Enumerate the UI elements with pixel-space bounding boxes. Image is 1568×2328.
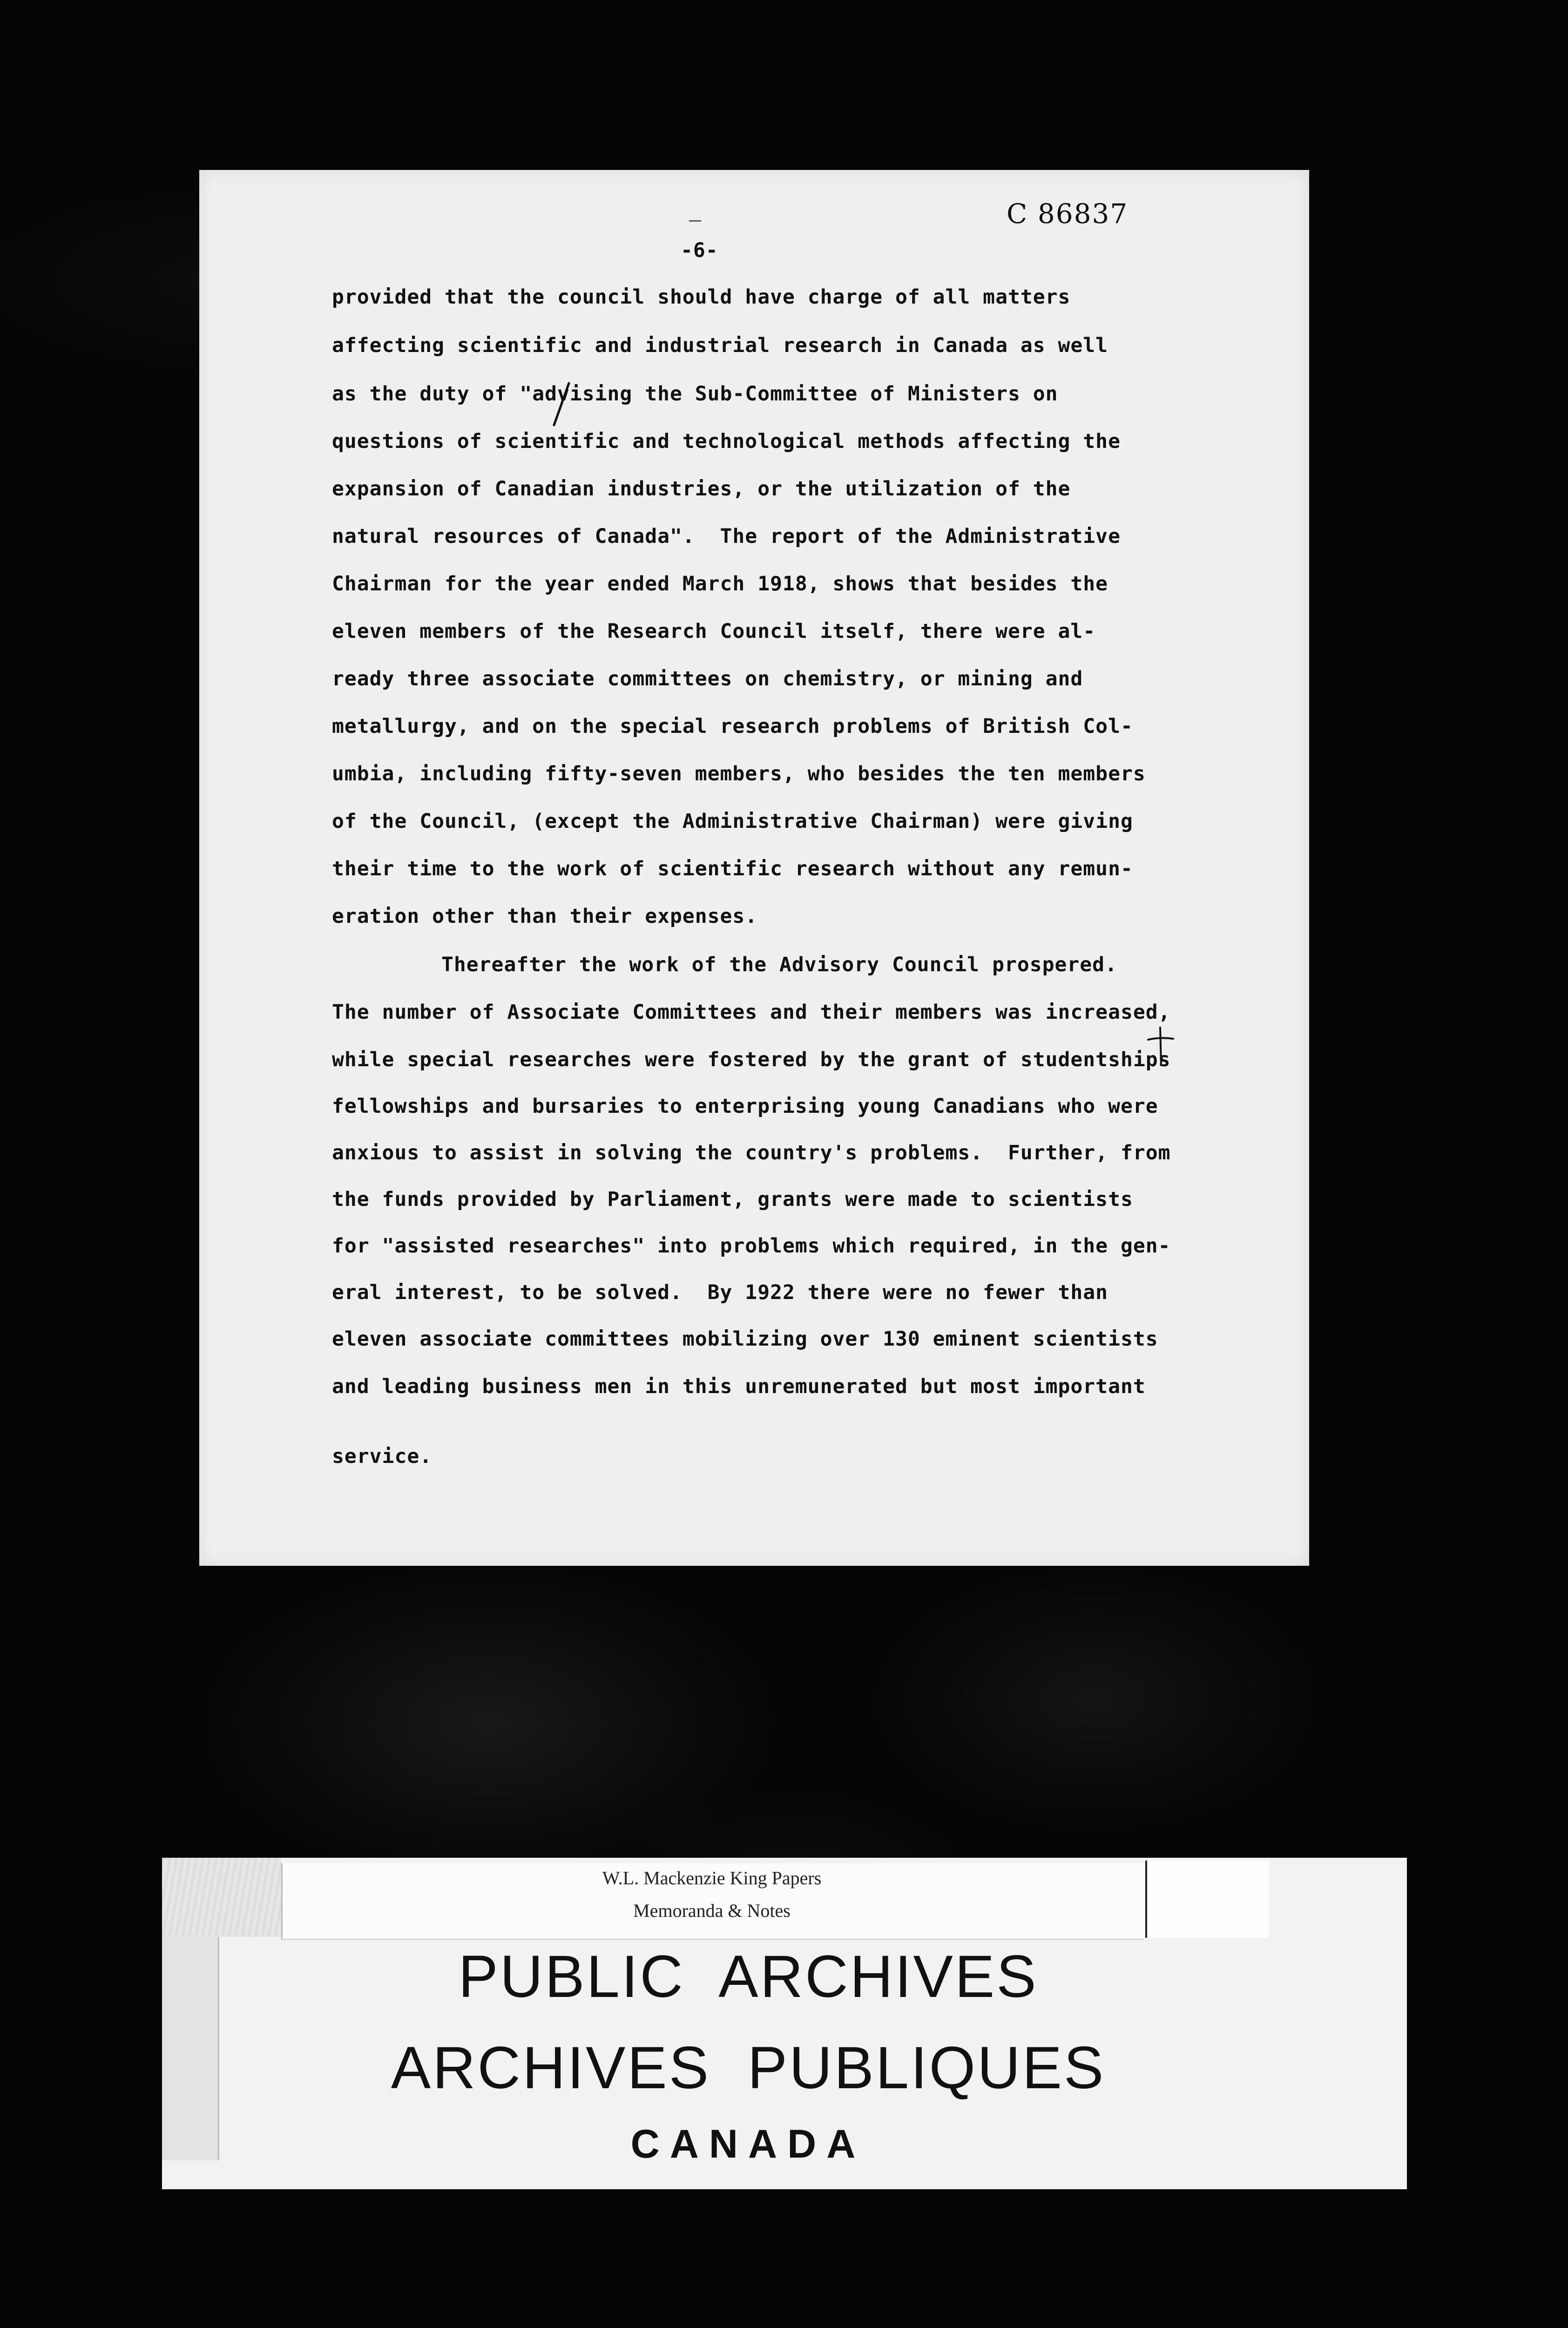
text-line: metallurgy, and on the special research problems of British Col- (332, 715, 1133, 738)
series-title: Memoranda & Notes (633, 1900, 791, 1921)
text-line: eleven members of the Research Council itself, there were al- (332, 620, 1096, 643)
archive-country: CANADA (630, 2122, 866, 2166)
text-line: eral interest, to be solved. By 1922 there were no fewer than (332, 1281, 1108, 1304)
paragraph-start-line: Thereafter the work of the Advisory Council prospered. (441, 953, 1117, 976)
text-line: affecting scientific and industrial research in Canada as well (332, 334, 1108, 357)
text-line: provided that the council should have charge of all matters (332, 285, 1071, 309)
text-line: fellowships and bursaries to enterprising young Canadians who were (332, 1095, 1158, 1118)
text-line: service. (332, 1445, 433, 1468)
text-line: and leading business men in this unremunerated but most important (332, 1375, 1146, 1398)
text-line: umbia, including fifty-seven members, who besides the ten members (332, 762, 1146, 785)
text-line: as the duty of "advising the Sub-Committee of Ministers on (332, 382, 1058, 406)
page-dash-mark (689, 220, 701, 222)
archive-name-french: ARCHIVES PUBLIQUES (391, 2035, 1106, 2101)
text-line: questions of scientific and technological methods affecting the (332, 430, 1121, 453)
archive-name-english: PUBLIC ARCHIVES (458, 1943, 1038, 2010)
text-line: natural resources of Canada". The report of the Administrative (332, 525, 1121, 548)
collection-title: W.L. Mackenzie King Papers (602, 1868, 822, 1888)
handwritten-slash-mark (547, 381, 575, 428)
text-line: expansion of Canadian industries, or the utilization of the (332, 477, 1071, 501)
typed-page (199, 170, 1309, 1566)
text-line: the funds provided by Parliament, grants were made to scientists (332, 1188, 1133, 1211)
handwritten-insert-mark (1144, 1026, 1177, 1068)
text-line: anxious to assist in solving the country's problems. Further, from (332, 1141, 1171, 1164)
page-number: -6- (681, 239, 718, 262)
label-tab-edge (1145, 1861, 1269, 1938)
text-line: eleven associate committees mobilizing over 130 eminent scientists (332, 1327, 1158, 1351)
text-line: while special researches were fostered by the grant of studentships (332, 1048, 1171, 1071)
document-number: C 86837 (1007, 198, 1129, 230)
text-line: Chairman for the year ended March 1918, shows that besides the (332, 572, 1108, 596)
text-line: ready three associate committees on chemistry, or mining and (332, 667, 1083, 690)
text-line: eration other than their expenses. (332, 905, 758, 928)
text-line: of the Council, (except the Administrative Chairman) were giving (332, 810, 1133, 833)
label-torn-corner (162, 1858, 281, 1937)
text-line: their time to the work of scientific research without any remun- (332, 857, 1133, 880)
text-line: for "assisted researches" into problems which required, in the gen- (332, 1234, 1171, 1258)
text-line: The number of Associate Committees and their members was increased, (332, 1001, 1171, 1024)
